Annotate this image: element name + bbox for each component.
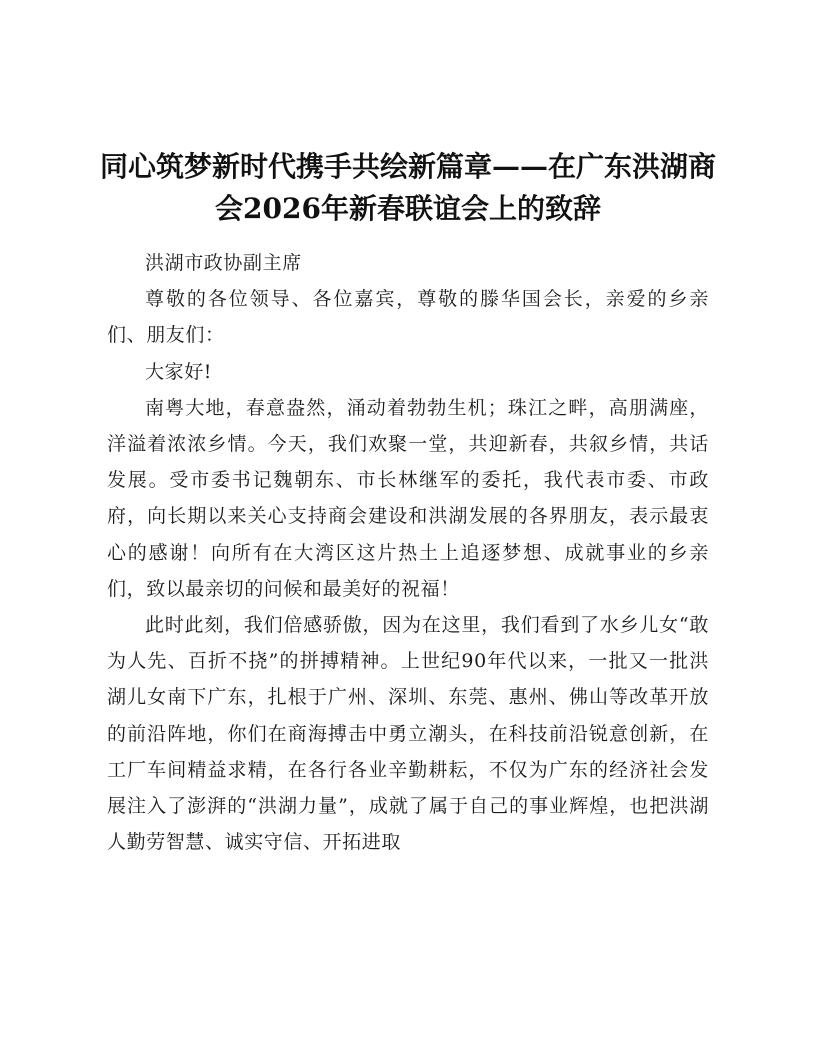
body-paragraph: 此时此刻，我们倍感骄傲，因为在这里，我们看到了水乡儿女“敢为人先、百折不挠”的拼搏精神。上世纪90年代以来，一批又一批洪湖儿女南下广东，扎根于广州、深圳、东莞、惠州、佛山等改革开放的前沿阵地，你们在商海搏击中勇立潮头，在科技前沿锐意创新，在工厂车间精益求精，在各行各业辛勤耕耘，不仅为广东的经济社会发展注入了澎湃的“洪湖力量”，成就了属于自己的事业辉煌，也把洪湖人勤劳智慧、诚实守信、开拓进取 — [107, 614, 709, 854]
greeting-paragraph: 大家好! — [145, 360, 213, 383]
body-paragraph: 南粤大地，春意盎然，涌动着勃勃生机；珠江之畔，高朋满座，洋溢着浓浓乡情。今天，我们欢聚一堂，共迎新春，共叙乡情，共话发展。受市委书记魏朝东、市长林继军的委托，我代表市委、市政府，向长期以来关心支持商会建设和洪湖发展的各界朋友，表示最衷心的感谢！向所有在大湾区这片热土上追逐梦想、成就事业的乡亲们，致以最亲切的问候和最美好的祝福！ — [107, 396, 709, 600]
salutation-paragraph: 尊敬的各位领导、各位嘉宾，尊敬的滕华国会长，亲爱的乡亲们、朋友们： — [107, 288, 709, 347]
author-line: 洪湖市政协副主席 — [145, 252, 302, 274]
document-body — [107, 245, 709, 860]
document-title: 同心筑梦新时代携手共绘新篇章——在广东洪湖商会2026年新春联谊会上的致辞 — [100, 150, 717, 225]
